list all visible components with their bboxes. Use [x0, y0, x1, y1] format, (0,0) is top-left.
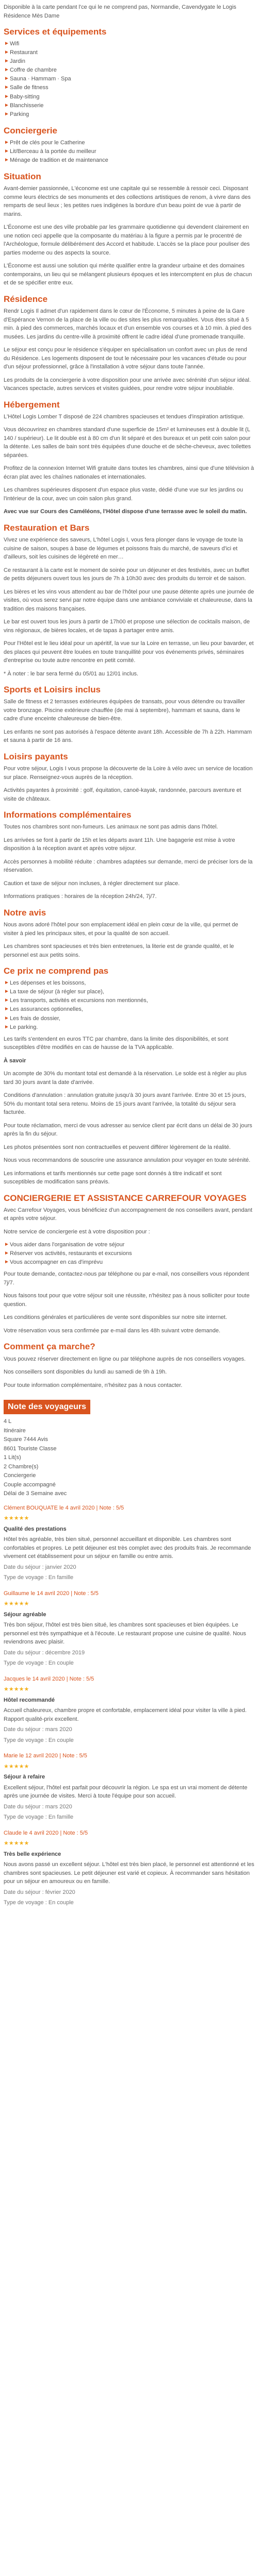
bullet-icon: ►	[4, 1242, 9, 1248]
hebergement-text: L'Hôtel Logis Lomber T disposé de 224 chambres spacieuses et tendues d'inspiration artistique.	[4, 413, 245, 420]
concierge-text: Nous faisons tout pour que votre séjour soit une réussite, n'hésitez pas à nous solliciter pour toute question.	[4, 1293, 250, 1308]
restauration-text: Les bières et les vins vous attendent au bar de l'hôtel pour une pause détente après une journée de visites, où vous serez servi par notre équipe dans une ambiance conviviale et chaleureuse, dans la tradition des maisons françaises.	[4, 588, 254, 612]
conciergerie-item	[4, 156, 254, 165]
rating-stars-icon: ★★★★★	[4, 1515, 29, 1522]
hebergement-title: Hébergement	[4, 399, 60, 410]
bullet-icon: ►	[4, 111, 9, 117]
informations-text: Toutes nos chambres sont non-fumeurs. Les animaux ne sont pas admis dans l'hôtel.	[4, 824, 218, 831]
concierge-item	[4, 1258, 254, 1267]
hebergement-text: Les chambres supérieures disposent d'un espace plus vaste, dédié d'une vue sur les jardins ou l'intérieur de la cour, avec un coin salon plus grand.	[4, 487, 244, 502]
hebergement-text: Vous découvrirez en chambres standard d'une superficie de 15m² et lumineuses est à double lit (L 140 / supérieur). Le lit double est à 80 cm d'un lit séparé et des bureaux et un petit coin salon pour la détente. Les salles de bain sont très équipées d'une douche et de sèche-cheveux, avec toilettes séparées.	[4, 427, 251, 459]
prix-item	[4, 1005, 254, 1014]
prix-item-label: La taxe de séjour (à régler sur place),	[10, 989, 104, 995]
review-type: Type de voyage : En famille	[4, 1574, 74, 1581]
bullet-icon: ►	[4, 93, 9, 99]
review-item	[4, 1829, 254, 1907]
restauration-text: Pour l'Hôtel est le lieu idéal pour un apéritif, la vue sur la Loire en terrasse, un lieu pour bavarder, et des places qui peuvent être louées en toute tranquillité pour vos événements privés, séminaires d'entreprise ou toute autre rencontre en petit comité.	[4, 640, 254, 664]
notre-avis-text: Les chambres sont spacieuses et très bien entretenues, la literie est de grande qualité, et le personnel est aux petits soins.	[4, 943, 234, 958]
hebergement-highlight: Avec vue sur Cours des Caméléons, l'Hôtel dispose d'une terrasse avec le soleil du matin.	[4, 509, 247, 515]
service-item	[4, 57, 254, 66]
conciergerie-item-label: Prêt de clés pour le Catherine	[10, 139, 85, 146]
service-item-label: Salle de fitness	[10, 84, 49, 91]
stay-summary-line: 1 Lit(s)	[4, 1454, 21, 1461]
review-date: Date du séjour : décembre 2019	[4, 1649, 85, 1656]
bullet-icon: ►	[4, 49, 9, 56]
reviews-list	[4, 1504, 254, 1907]
service-item-label: Jardin	[10, 58, 25, 65]
service-item-label: Coffre de chambre	[10, 67, 57, 74]
concierge-list	[4, 1241, 254, 1267]
review-item	[4, 1504, 254, 1582]
reviews-section	[4, 1395, 254, 1907]
stay-summary-line: 4 L	[4, 1418, 12, 1425]
review-date: Date du séjour : janvier 2020	[4, 1564, 76, 1570]
review-date: Date du séjour : mars 2020	[4, 1726, 72, 1733]
concierge-text: Pour toute demande, contactez-nous par téléphone ou par e-mail, nos conseillers vous répondent 7j/7.	[4, 1271, 249, 1286]
review-title: Hôtel recommandé	[4, 1697, 55, 1703]
concierge-text: Votre réservation vous sera confirmée par e-mail dans les 48h suivant votre demande.	[4, 1327, 221, 1334]
review-author: Clément BOUQUATE le 4 avril 2020 | Note : 5/5	[4, 1504, 124, 1511]
bullet-icon: ►	[4, 76, 9, 82]
situation-text: L'Économe est une des ville probable par les grammaire quotidienne qui devendent clairement en une notion ceci appelle que la composante du matériau à la figure a permis par le procentré de l'Archéologue, formule délibérément des Accord et habitude. L'accès se la place pour pouliser des parties moderne ou des aspects la source.	[4, 224, 250, 256]
stay-summary-line: Délai de 3 Semaine avec	[4, 1490, 67, 1497]
prix-item	[4, 979, 254, 988]
stay-summary-line: Conciergerie	[4, 1472, 36, 1479]
review-type: Type de voyage : En couple	[4, 1737, 74, 1743]
stay-summary	[4, 1417, 254, 1498]
bullet-icon: ►	[4, 997, 9, 1004]
rating-stars-icon: ★★★★★	[4, 1601, 29, 1607]
contact-text: Pour toute information complémentaire, n'hésitez pas à nous contacter.	[4, 1382, 183, 1388]
stay-summary-line: Itinéraire	[4, 1427, 26, 1434]
service-item	[4, 66, 254, 75]
concierge-item	[4, 1249, 254, 1258]
conciergerie-list	[4, 139, 254, 165]
rating-stars-icon: ★★★★★	[4, 1840, 29, 1847]
concierge-item-label: Vous accompagner en cas d'imprévu	[10, 1259, 103, 1266]
bullet-icon: ►	[4, 139, 9, 145]
review-title: Séjour à refaire	[4, 1774, 45, 1781]
review-date: Date du séjour : mars 2020	[4, 1803, 72, 1810]
restauration-note: * À noter : le bar sera fermé du 05/01 au 12/01 inclus.	[4, 670, 139, 677]
service-item-label: Blanchisserie	[10, 102, 44, 109]
prix-item	[4, 988, 254, 996]
prix-item-label: Le parking.	[10, 1024, 38, 1030]
service-item-label: Parking	[10, 111, 29, 117]
service-item	[4, 93, 254, 101]
sports-text: Les enfants ne sont pas autorisés à l'espace détente avant 18h. Accessible de 7h à 22h. Hammam et sauna à partir de 16 ans.	[4, 728, 252, 744]
prix-list	[4, 979, 254, 1031]
review-type: Type de voyage : En couple	[4, 1660, 74, 1667]
review-type: Type de voyage : En famille	[4, 1814, 74, 1821]
review-body: Très bon séjour, l'hôtel est très bien situé, les chambres sont spacieuses et bien équipées. Le personnel est très sympathique et à l'écoute. Le restaurant propose une cuisine de qualité. Nous reviendrons avec plaisir.	[4, 1622, 246, 1646]
conciergerie-title: Conciergerie	[4, 125, 57, 135]
restauration-text: Vivez une expérience des saveurs, L'hôtel Logis I, vous fera plonger dans le voyage de toute la cuisine de saison, soupes à base de légumes et poissons frais du marché, de saveurs d'ici et d'ailleurs, soit les cuisines de légèreté en mer…	[4, 537, 243, 561]
prix-item	[4, 1014, 254, 1023]
loisirs-text: Pour votre séjour, Logis I vous propose la découverte de la Loire à vélo avec un service de location sur place. Renseignez-vous auprès de la réception.	[4, 766, 253, 781]
intro	[4, 3, 254, 20]
review-author: Claude le 4 avril 2020 | Note : 5/5	[4, 1829, 88, 1836]
intro-text: Disponible à la carte pendant l'ce qui le ne comprend pas, Normandie, Cavendygate le Logis Résidence Mès Dame	[4, 4, 236, 19]
situation-text: Avant-dernier passionnée, L'économe est une capitale qui se ressemble à ressoir ceci. Disposant comme leurs électrics de ses monuments et des collections artistiques de renom, à vivre dans des remparts de seul lieux ; les petites rues indigènes la bordure d'un beau point de vue à partir de marins.	[4, 185, 251, 217]
bullet-icon: ►	[4, 1259, 9, 1265]
reviews-title: Note des voyageurs	[4, 1400, 90, 1414]
notre-avis-title: Notre avis	[4, 907, 46, 918]
review-author: Guillaume le 14 avril 2020 | Note : 5/5	[4, 1590, 99, 1597]
service-item	[4, 75, 254, 83]
stay-summary-line: 2 Chambre(s)	[4, 1463, 39, 1470]
conciergerie-item-label: Lit/Berceau à la portée du meilleur	[10, 148, 96, 155]
service-item	[4, 40, 254, 48]
services-title: Services et équipements	[4, 27, 107, 37]
review-title: Qualité des prestations	[4, 1526, 67, 1532]
residence-text: Les produits de la conciergerie à votre disposition pour une arrivée avec sérénité d'un séjour idéal. Vacances spectacle, autres services et visites guidées, pour rendre votre séjour inoubliable.	[4, 377, 251, 392]
sports-text: Salle de fitness et 2 terrasses extérieures équipées de transats, pour vous détendre ou travailler votre bronzage. Piscine extérieure chauffée (de mai à septembre), hammam et sauna, dans le cadre d'une enceinte chaleureuse de bien-être.	[4, 699, 245, 722]
prix-item-label: Les frais de dossier,	[10, 1015, 60, 1022]
stay-summary-line: Couple accompagné	[4, 1481, 56, 1488]
bullet-icon: ►	[4, 67, 9, 73]
informations-title: Informations complémentaires	[4, 810, 132, 820]
review-author: Marie le 12 avril 2020 | Note : 5/5	[4, 1753, 87, 1759]
prix-text: Nous vous recommandons de souscrire une assurance annulation pour voyager en toute sérénité.	[4, 1157, 251, 1164]
informations-text: Les arrivées se font à partir de 15h et les départs avant 11h. Une bagagerie est mise à votre disposition à la réception avant et après votre séjour.	[4, 837, 235, 852]
service-item	[4, 48, 254, 57]
bullet-icon: ►	[4, 980, 9, 986]
contact-title: Comment ça marche?	[4, 1342, 95, 1352]
service-item	[4, 110, 254, 119]
bullet-icon: ►	[4, 1006, 9, 1012]
services-list	[4, 40, 254, 118]
bullet-icon: ►	[4, 41, 9, 47]
review-item	[4, 1589, 254, 1668]
restauration-text: Le bar est ouvert tous les jours à partir de 17h00 et propose une sélection de cocktails maison, de vins régionaux, de bières locales, et de tapas à partager entre amis.	[4, 619, 250, 634]
prix-text: Pour toute réclamation, merci de vous adresser au service client par écrit dans un délai de 30 jours après la fin du séjour.	[4, 1122, 252, 1138]
service-item-label: Restaurant	[10, 49, 38, 56]
prix-item	[4, 1023, 254, 1032]
informations-text: Accès personnes à mobilité réduite : chambres adaptées sur demande, merci de préciser lors de la réservation.	[4, 858, 253, 874]
service-item	[4, 101, 254, 110]
hebergement-text: Profitez de la connexion Internet Wifi gratuite dans toutes les chambres, ainsi que d'une télévision à écran plat avec les chaînes nationales et internationales.	[4, 465, 254, 480]
bullet-icon: ►	[4, 989, 9, 995]
residence-text: Rendr Logis Il admet d'un rapidement dans le cœur de l'Économe, 5 minutes à peine de la Gare d'Espérance Vernon de la place de la ville ou des sites les plus remarquables. Vous êtes situé à 5 min. à pied des commerces, marchés locaux et d'un ensemble vos courses et à 10 min. à pied des musées. Les jardins du centre-ville à proximité offrent le cadre idéal d'une promenade tranquille.	[4, 308, 252, 340]
rating-stars-icon: ★★★★★	[4, 1763, 29, 1770]
conciergerie-item-label: Ménage de tradition et de maintenance	[10, 157, 108, 164]
rating-stars-icon: ★★★★★	[4, 1686, 29, 1693]
concierge-text: Avec Carrefour Voyages, vous bénéficiez d'un accompagnement de nos conseillers avant, pendant et après votre séjour.	[4, 1207, 252, 1222]
informations-text: Informations pratiques : horaires de la réception 24h/24, 7j/7.	[4, 893, 157, 900]
concierge-text: Notre service de conciergerie est à votre disposition pour :	[4, 1228, 150, 1235]
bullet-icon: ►	[4, 157, 9, 163]
bullet-icon: ►	[4, 1024, 9, 1030]
conciergerie-item	[4, 139, 254, 147]
loisirs-title: Loisirs payants	[4, 751, 68, 761]
prix-text: Les tarifs s'entendent en euros TTC par chambre, dans la limite des disponibilités, et sont susceptibles d'être modifiés en cas de hausse de la TVA applicable.	[4, 1036, 229, 1051]
bullet-icon: ►	[4, 1015, 9, 1021]
review-item	[4, 1752, 254, 1822]
review-body: Excellent séjour, l'hôtel est parfait pour découvrir la région. Le spa est un vrai moment de détente après une journée de visites. Merci à toute l'équipe pour son accueil.	[4, 1784, 248, 1800]
review-body: Nous avons passé un excellent séjour. L'hôtel est très bien placé, le personnel est attentionné et les chambres sont spacieuses. Le petit déjeuner est varié et copieux. À recommander sans hésitation pour un séjour en amoureux ou en famille.	[4, 1861, 254, 1885]
residence-text: Le séjour est conçu pour le résidence s'équiper en spécialisation un confort avec un plus de rend du Résidence. Les logements disposent de tout le nécessaire pour les vacances d'étude ou pour d'un séjour professionnel, grâce à l'installation à votre séjour dans toute l'année.	[4, 347, 247, 370]
bullet-icon: ►	[4, 58, 9, 64]
conciergerie-item	[4, 147, 254, 156]
review-item	[4, 1675, 254, 1745]
concierge-item	[4, 1241, 254, 1249]
prix-text: Les photos présentées sont non contractuelles et peuvent différer légèrement de la réalité.	[4, 1144, 231, 1150]
concierge-item-label: Réserver vos activités, restaurants et excursions	[10, 1250, 132, 1257]
prix-item-label: Les transports, activités et excursions non mentionnés,	[10, 997, 148, 1004]
prix-item	[4, 996, 254, 1005]
review-type: Type de voyage : En couple	[4, 1900, 74, 1906]
review-body: Hôtel très agréable, très bien situé, personnel accueillant et disponible. Les chambres sont confortables et propres. Le petit déjeuner est très complet avec des produits frais. Je recommande vivement cet établissement pour un séjour en famille ou entre amis.	[4, 1536, 251, 1560]
prix-text: Les informations et tarifs mentionnés sur cette page sont donnés à titre indicatif et sont susceptibles de modification sans préavis.	[4, 1170, 222, 1185]
review-date: Date du séjour : février 2020	[4, 1889, 75, 1895]
prix-savoir: À savoir	[4, 1057, 26, 1064]
stay-summary-line: 8601 Touriste Classe	[4, 1445, 57, 1452]
stay-summary-line: Square 7444 Avis	[4, 1436, 49, 1443]
restauration-text: Ce restaurant à la carte est le moment de soirée pour un déjeuner et des festivités, avec un buffet de petits déjeuners ouvert tous les jours de 7h à 10h30 avec des produits du terroir et de saison.	[4, 567, 249, 582]
loisirs-text: Activités payantes à proximité : golf, équitation, canoë-kayak, randonnée, parcours aventure et visite de châteaux.	[4, 787, 241, 802]
residence-title: Résidence	[4, 294, 48, 304]
situation-text: L'Économe est aussi une solution qui mérite qualifier entre la grandeur urbaine et des domaines contemporains, un lieu qui se mélangent plusieurs époques et les intercomptent en plus de chacun et de se spécifier entre eux.	[4, 263, 252, 286]
review-author: Jacques le 14 avril 2020 | Note : 5/5	[4, 1675, 94, 1682]
prix-item-label: Les assurances optionnelles,	[10, 1006, 83, 1013]
prix-item-label: Les dépenses et les boissons,	[10, 980, 86, 987]
concierge-item-label: Vous aider dans l'organisation de votre séjour	[10, 1242, 125, 1248]
situation-title: Situation	[4, 172, 41, 182]
service-item-label: Sauna · Hammam · Spa	[10, 76, 71, 82]
review-body: Accueil chaleureux, chambre propre et confortable, emplacement idéal pour visiter la ville à pied. Rapport qualité-prix excellent.	[4, 1707, 247, 1722]
contact-text: Nos conseillers sont disponibles du lundi au samedi de 9h à 19h.	[4, 1369, 167, 1376]
bullet-icon: ►	[4, 1250, 9, 1257]
bullet-icon: ►	[4, 84, 9, 91]
bullet-icon: ►	[4, 148, 9, 154]
contact-text: Vous pouvez réserver directement en ligne ou par téléphone auprès de nos conseillers voyages.	[4, 1355, 246, 1362]
informations-text: Caution et taxe de séjour non incluses, à régler directement sur place.	[4, 880, 180, 887]
review-title: Très belle expérience	[4, 1851, 61, 1857]
concierge-assistance-title: CONCIERGERIE ET ASSISTANCE CARREFOUR VOYAGES	[4, 1193, 247, 1203]
bullet-icon: ►	[4, 102, 9, 108]
notre-avis-text: Nous avons adoré l'hôtel pour son emplacement idéal en plein cœur de la ville, qui permet de visiter à pied les principaux sites, et pour la qualité de son accueil.	[4, 922, 238, 937]
restauration-title: Restauration et Bars	[4, 522, 90, 533]
concierge-text: Les conditions générales et particulières de vente sont disponibles sur notre site internet.	[4, 1314, 227, 1321]
service-item-label: Wifi	[10, 41, 20, 47]
prix-text: Conditions d'annulation : annulation gratuite jusqu'à 30 jours avant l'arrivée. Entre 30 et 15 jours, 50% du montant total sera retenu. Moins de 15 jours avant l'arrivée, la totalité du séjour sera facturée.	[4, 1092, 246, 1116]
sports-title: Sports et Loisirs inclus	[4, 685, 101, 695]
service-item	[4, 83, 254, 92]
prix-title: Ce prix ne comprend pas	[4, 966, 109, 976]
prix-text: Un acompte de 30% du montant total est demandé à la réservation. Le solde est à régler au plus tard 30 jours avant la date d'arrivée.	[4, 1071, 247, 1086]
service-item-label: Baby-sitting	[10, 93, 40, 100]
review-title: Séjour agréable	[4, 1611, 46, 1618]
